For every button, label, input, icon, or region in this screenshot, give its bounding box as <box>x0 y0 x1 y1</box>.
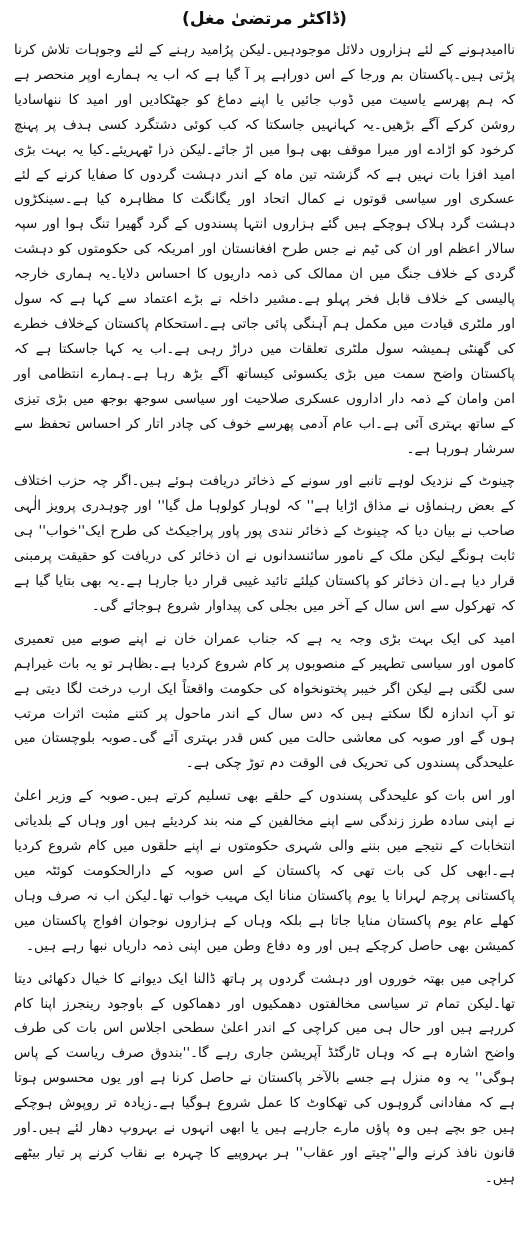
article-paragraph: اور اس بات کو علیحدگی پسندوں کے حلقے بھی تسلیم کرتے ہیں۔صوبہ کے وزیر اعلیٰ نے اپنی سادہ طرز زندگی سے اپنے مخالفین کے منہ بند کردیئے ہیں اور وہاں کے بلدیاتی انتخابات کے نتیجے میں بننے والی شہری حکومتوں نے اپنے حلقوں میں کام شروع کردیا ہے۔ابھی کل کی بات تھی کہ پاکستان کے اس صوبہ کے دارالحکومت کوئٹہ میں پاکستانی پرچم لہرانا یا یوم پاکستان منانا ایک مہیب خواب تھا۔لیکن اب نہ صرف وہاں کھلے عام یوم پاکستان منایا جاتا ہے بلکہ وہاں کے ہزاروں نوجوان افواج پاکستان میں کمیشن بھی حاصل کرچکے ہیں اور وہ دفاع وطن میں اپنی ذمہ داریاں نبھا رہے ہیں۔ <box>14 788 515 954</box>
article-paragraph: کراچی میں بھتہ خوروں اور دہشت گردوں پر ہاتھ ڈالنا ایک دیوانے کا خیال دکھائی دیتا تھا۔لیکن تمام تر سیاسی مخالفتوں دھمکیوں اور دھماکوں کے باوجود رینجرز اپنا کام کررہے ہیں اور حال ہی میں کراچی کے اندر اعلیٰ سطحی اجلاس اس بات کی طرف واضح اشارہ ہے کہ وہاں ٹارگٹڈ آپریشن جاری رہے گا۔''بندوق صرف ریاست کے پاس ہوگی'' یہ وہ منزل ہے جسے بالآخر پاکستان نے حاصل کرنا ہے اور یوں محسوس ہوتا ہے کہ مفادانی گروہوں کی تھکاوٹ کا عمل شروع ہوگیا ہے۔زیادہ تر روپوش ہوچکے ہیں جو بچے ہیں وہ پاؤں مارے جارہے ہیں یا ابھی انہوں نے بہروپ دھار لئے ہیں۔اور قانون نافذ کرنے والے''چیتے اور عقاب'' ہر بہروپیے کا چہرہ بے نقاب کرنے پر تیار بیٹھے ہیں۔ <box>14 970 515 1186</box>
article-paragraph: چینوٹ کے نزدیک لوہے تانبے اور سونے کے ذخائر دریافت ہوئے ہیں۔اگر چہ حزب اختلاف کے بعض رہنماؤں نے مذاق اڑایا ہے'' کہ لوہار کولوہا مل گیا'' اور چوہدری پرویز الٰہی صاحب نے بیان دیا کہ چینوٹ کے ذخائر نندی پور پاور پراجیکٹ کی طرح ایک''خواب'' ہی ثابت ہونگے لیکن ملک کے نامور سائنسدانوں نے ان ذخائر کی دریافت کو حقیقت پرمبنی قرار دیا ہے۔ان ذخائر کو پاکستان کیلئے تائید غیبی قرار دیا جارہا ہے۔یہ بھی بتایا گیا ہے کہ تھرکول سے اس سال کے آخر میں بجلی کی پیداوار شروع ہوجائے گی۔ <box>14 473 515 614</box>
article-body <box>14 38 515 1191</box>
article-paragraph: امید کی ایک بہت بڑی وجہ یہ ہے کہ جناب عمران خان نے اپنے صوبے میں تعمیری کاموں اور سیاسی تطہیر کے منصوبوں پر کام شروع کردیا ہے۔بظاہر تو یہ بات غیراہم سی لگتی ہے لیکن اگر خیبر پختونخواہ کی حکومت واقعتاً ایک ارب درخت لگا دیتی ہے تو آپ اندازہ لگا سکتے ہیں کہ دس سال کے اندر ماحول پر کتنے مثبت اثرات مرتب ہوں گے اور صوبہ کی معاشی حالت میں کس قدر بہتری آئے گی۔صوبہ بلوچستان میں علیحدگی پسندوں کی تحریک فی الوقت دم توڑ چکی ہے۔ <box>14 630 515 772</box>
author-byline: (ڈاکٹر مرتضیٰ مغل) <box>182 9 347 29</box>
article-paragraph: ناامیدہونے کے لئے ہزاروں دلائل موجودہیں۔لیکن پرُامید رہنے کے لئے وجوہات تلاش کرنا پڑتی ہیں۔پاکستان بم ورجا کے اس دوراہے پر آ گیا ہے کہ اب یہ ہمارے اوپر منحصر ہے کہ ہم پھرسے یاسیت میں ڈوب جائیں یا اپنے دماغ کو جھٹکادیں اور امید کا ننھاسادیا روشن کرکے آگے بڑھیں۔یہ کہانہیں جاسکتا کہ کب کوئی دشتگرد کسی ہدف پر پہنچ کرخود کو اڑادے اور میرا موقف بھی ہوا میں اڑ جائے۔لیکن ذرا ٹھہریئے۔کیا یہ بہت بڑی امید افزا بات نہیں ہے کہ گزشتہ تین ماہ کے اندر دہشت گردوں کا صفایا کرنے کے لئے عسکری اور سیاسی قوتوں نے کمال اتحاد اور یگانگت کا مظاہرہ کیا ہے۔سینکڑوں دہشت گرد ہلاک ہوچکے ہیں گئے ہزاروں انتہا پسندوں کے گرد گھیرا تنگ ہوا اور سپہ سالار اعظم اور ان کی ٹیم نے جس طرح افغانستان اور امریکہ کی حکومتوں کو دہشت گردی کے خلاف جنگ میں ان ممالک کی ذمہ داریوں کا احساس دلایا۔یہ ہماری خارجہ پالیسی کے خلاف قابل فخر پہلو ہے۔مشیر داخلہ نے بڑے اعتماد سے کہا ہے کہ سول اور ملٹری قیادت میں مکمل ہم آہنگی پائی جاتی ہے۔استحکام پاکستان کےخلاف خطرے کی گھنٹی ہمیشہ سول ملٹری تعلقات میں دراڑ رہی ہے۔اب یہ کہا جاسکتا ہے کہ پاکستان واضح سمت میں بڑی یکسوئی کیساتھ آگے بڑھ رہا ہے۔ہمارے انتظامی اور امن وامان کے ذمہ دار اداروں عسکری صلاحیت اور سیاسی سوجھ بوجھ میں بڑی تیزی کے ساتھ بہتری آئی ہے۔اب عام آدمی پھرسے خوف کی چادر اتار کر احساس تحفظ سے سرشار ہورہا ہے۔ <box>14 42 515 457</box>
